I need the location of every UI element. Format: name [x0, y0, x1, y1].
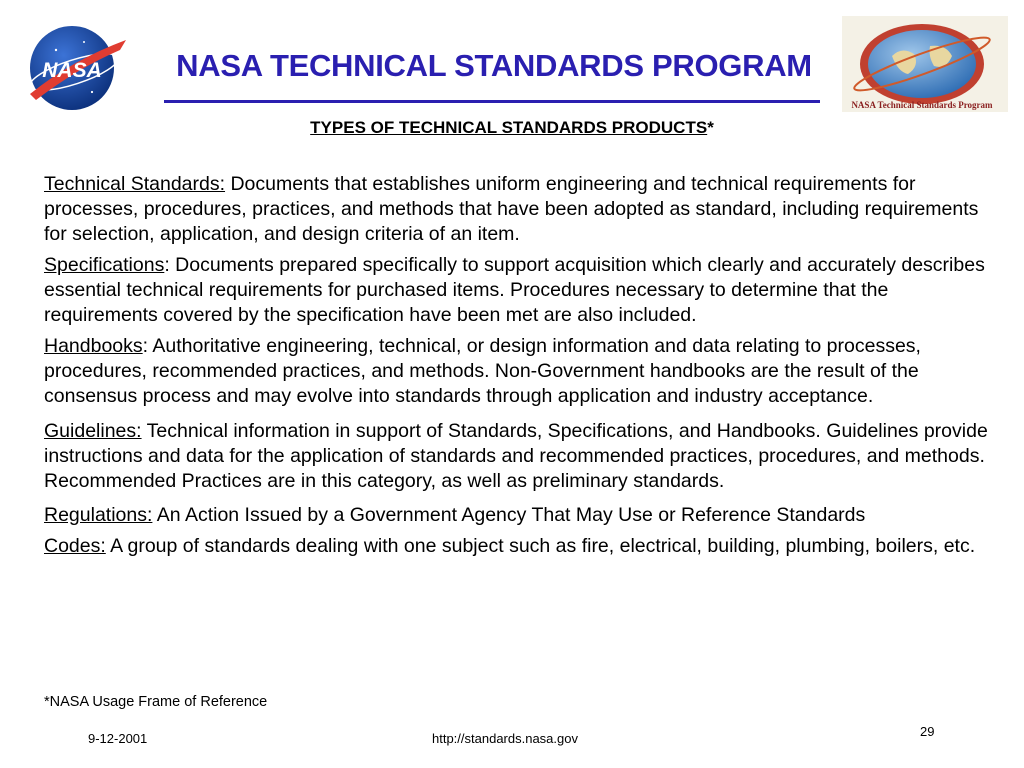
definition-text: : Documents prepared specifically to support acquisition which clearly and accurately describes essential technical requirements for purchased items. Procedures necessary to determine that the requirements covered by the specification have been met are also included.: [44, 254, 985, 326]
definition-text: : Authoritative engineering, technical, or design information and data relating to processes, procedures, recommended practices, and methods. Non-Government handbooks are the result of the consensus process and may evolve into standards through application and industry acceptance.: [44, 335, 921, 407]
section-subtitle: [0, 118, 1024, 138]
definition-regulations: [44, 502, 989, 529]
svg-text:NASA: NASA: [42, 59, 102, 82]
definition-text: A group of standards dealing with one subject such as fire, electrical, building, plumbing, boilers, etc.: [105, 535, 976, 557]
footer-url: http://standards.nasa.gov: [432, 731, 578, 746]
footnote: *NASA Usage Frame of Reference: [44, 694, 268, 710]
term-technical-standards: Technical Standards:: [44, 173, 226, 195]
subtitle-asterisk: *: [707, 118, 714, 137]
page-title: NASA TECHNICAL STANDARDS PROGRAM: [176, 48, 812, 83]
subtitle-text: TYPES OF TECHNICAL STANDARDS PRODUCTS: [310, 118, 708, 137]
definition-text: An Action Issued by a Government Agency That May Use or Reference Standards: [152, 504, 866, 526]
definition-text: Technical information in support of Standards, Specifications, and Handbooks. Guidelines provide instructions and data for the application of standards and recommended practices, procedures, and methods. Recommended Practices are in this category, as well as preliminary standards.: [44, 420, 988, 492]
term-specifications: Specifications: [44, 254, 165, 276]
definition-handbooks: [44, 334, 989, 409]
technical-standards-program-logo: [842, 16, 1008, 112]
title-divider: [164, 100, 820, 103]
definition-guidelines: [44, 419, 989, 494]
svg-text:NASA Technical Standards Progr: NASA Technical Standards Program: [851, 100, 993, 110]
definitions-list: [44, 172, 989, 558]
footer-date: 9-12-2001: [88, 731, 148, 746]
term-handbooks: Handbooks: [44, 335, 143, 357]
page-number: 29: [920, 724, 935, 739]
definition-specifications: [44, 253, 989, 328]
term-regulations: Regulations:: [44, 504, 153, 526]
term-codes: Codes:: [44, 535, 106, 557]
definition-technical-standards: [44, 172, 989, 247]
term-guidelines: Guidelines:: [44, 420, 142, 442]
nasa-logo: [22, 22, 130, 112]
definition-text: Documents that establishes uniform engineering and technical requirements for processes, procedures, practices, and methods that have been adopted as standard, including requirements for selection, application, and design criteria of an item.: [44, 173, 979, 245]
definition-codes: [44, 535, 989, 558]
